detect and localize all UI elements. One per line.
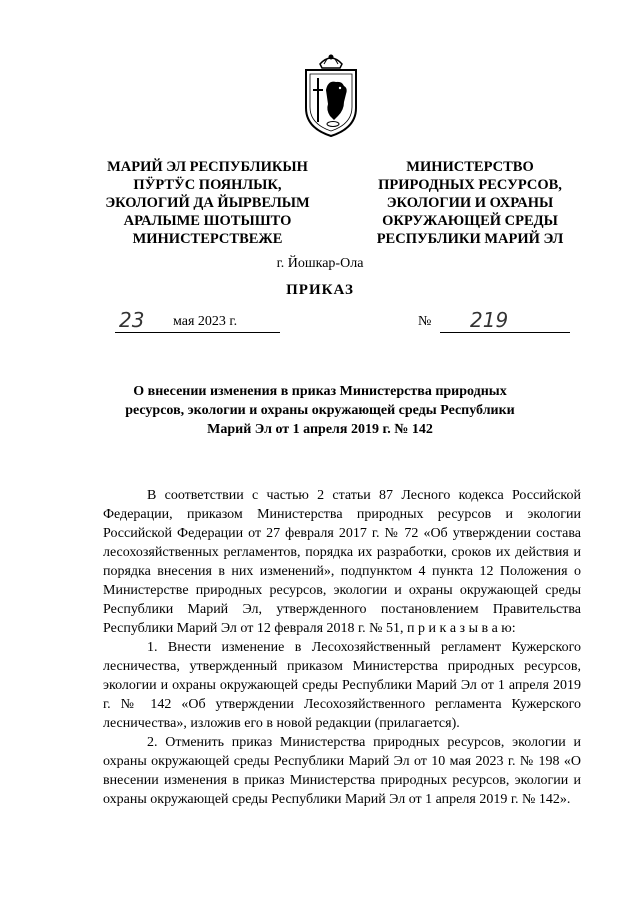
order-number-value: 219 xyxy=(470,308,509,332)
header-right-line: ПРИРОДНЫХ РЕСУРСОВ, xyxy=(378,177,562,193)
order-number xyxy=(440,310,570,333)
header-left-ministry-mari xyxy=(100,158,315,248)
order-subject-line: О внесении изменения в приказ Министерства природных xyxy=(133,384,507,399)
header-left-line: АРАЛЫМЕ ШОТЫШТО xyxy=(123,213,292,229)
header-right-line: ОКРУЖАЮЩЕЙ СРЕДЫ xyxy=(382,213,558,229)
city-name: г. Йошкар-Ола xyxy=(276,256,364,271)
header-right-ministry-russian xyxy=(360,158,580,248)
header-left-line: ЭКОЛОГИЙ ДА ЙЫРВЕЛЫМ xyxy=(105,195,310,211)
body-paragraph: 2. Отменить приказ Министерства природных ресурсов, экологии и охраны окружающей среды Республики Марий Эл от 10 мая 2023 г. № 198 «О внесении изменения в приказ Министерства природных ресурсов, экологии и охраны окружающей среды Республики Марий Эл от 1 апреля 2019 г. № 142». xyxy=(103,735,581,807)
order-number-label: № xyxy=(418,314,432,329)
order-subject-line: Марий Эл от 1 апреля 2019 г. № 142 xyxy=(207,422,433,437)
body-paragraph: В соответствии с частью 2 статьи 87 Лесного кодекса Российской Федерации, приказом Министерства природных ресурсов и экологии Российской Федерации от 27 февраля 2017 г. № 72 «Об утверждении состава лесохозяйственных регламентов, порядка их разработки, сроков их действия и порядка внесения в них изменений», подпунктом 4 пункта 12 Положения о Министерстве природных ресурсов, экологии и охраны окружающей среды Республики Марий Эл, утвержденного постановлением Правительства Республики Марий Эл от 12 февраля 2018 г. № 51, п р и к а з ы в а ю: xyxy=(103,488,581,636)
order-date-day: 23 xyxy=(119,308,145,332)
body-paragraph: 1. Внести изменение в Лесохозяйственный регламент Кужерского лесничества, утвержденный приказом Министерства природных ресурсов, экологии и охраны окружающей среды Республики Марий Эл от 1 апреля 2019 г. № 142 «Об утверждении Лесохозяйственного регламента Кужерского лесничества», изложив его в новой редакции (прилагается). xyxy=(103,640,581,731)
header-right-line: РЕСПУБЛИКИ МАРИЙ ЭЛ xyxy=(376,231,564,247)
order-date xyxy=(115,310,280,333)
order-title: ПРИКАЗ xyxy=(286,282,354,298)
header-right-line: МИНИСТЕРСТВО xyxy=(406,159,534,175)
order-subject xyxy=(110,382,530,439)
order-subject-line: ресурсов, экологии и охраны окружающей среды Республики xyxy=(125,403,515,418)
order-date-month-year: мая 2023 г. xyxy=(173,314,238,329)
header-left-line: МАРИЙ ЭЛ РЕСПУБЛИКЫН xyxy=(107,159,308,175)
coat-of-arms-icon xyxy=(300,50,362,140)
order-body xyxy=(103,486,581,809)
header-left-line: МИНИСТЕРСТВЕЖЕ xyxy=(132,231,283,247)
header-left-line: ПӰРТӰС ПОЯНЛЫК, xyxy=(133,177,282,193)
header-right-line: ЭКОЛОГИИ И ОХРАНЫ xyxy=(386,195,554,211)
